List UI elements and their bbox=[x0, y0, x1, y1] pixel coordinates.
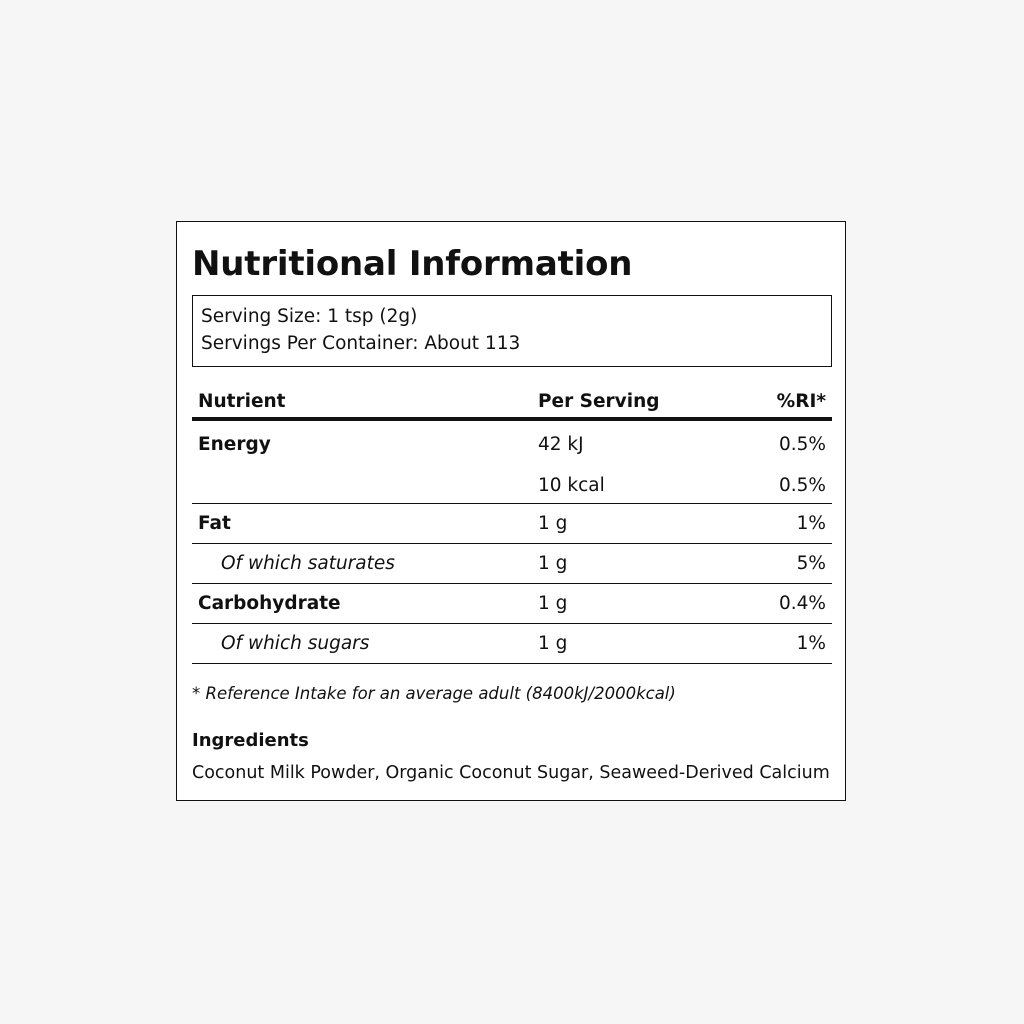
nutrient-name: Fat bbox=[192, 504, 532, 544]
table-header-row bbox=[192, 385, 832, 419]
table-row bbox=[192, 419, 832, 467]
serving-size: Serving Size: 1 tsp (2g) bbox=[201, 306, 418, 327]
table-row bbox=[192, 584, 832, 624]
table-row bbox=[192, 624, 832, 664]
table-row bbox=[192, 467, 832, 504]
per-serving-value: 1 g bbox=[532, 544, 724, 584]
ri-value: 0.5% bbox=[724, 467, 832, 504]
nutrient-name bbox=[192, 467, 532, 504]
per-serving-value: 1 g bbox=[532, 504, 724, 544]
header-nutrient: Nutrient bbox=[192, 385, 532, 419]
ri-value: 0.4% bbox=[724, 584, 832, 624]
nutrient-name: Of which sugars bbox=[192, 624, 532, 664]
nutrient-name: Carbohydrate bbox=[192, 584, 532, 624]
ri-value: 1% bbox=[724, 624, 832, 664]
nutrient-name: Of which saturates bbox=[192, 544, 532, 584]
header-per-serving: Per Serving bbox=[532, 385, 724, 419]
table-row bbox=[192, 504, 832, 544]
header-ri: %RI* bbox=[724, 385, 832, 419]
ingredients-heading: Ingredients bbox=[192, 730, 309, 751]
ri-value: 5% bbox=[724, 544, 832, 584]
label-title: Nutritional Information bbox=[192, 244, 633, 284]
ri-value: 0.5% bbox=[779, 433, 826, 455]
per-serving-value: 42 kJ bbox=[538, 433, 584, 455]
servings-per-container: Servings Per Container: About 113 bbox=[201, 333, 521, 354]
nutrition-label bbox=[176, 221, 846, 801]
ingredients-text: Coconut Milk Powder, Organic Coconut Sugar, Seaweed-Derived Calcium bbox=[192, 763, 830, 783]
ri-value: 1% bbox=[724, 504, 832, 544]
per-serving-value: 10 kcal bbox=[532, 467, 724, 504]
serving-info-box bbox=[192, 295, 832, 367]
per-serving-value: 1 g bbox=[532, 584, 724, 624]
per-serving-value: 1 g bbox=[532, 624, 724, 664]
reference-intake-footnote: * Reference Intake for an average adult (8400kJ/2000kcal) bbox=[192, 684, 676, 703]
nutrient-table bbox=[192, 385, 832, 664]
nutrient-name: Energy bbox=[198, 433, 271, 455]
table-row bbox=[192, 544, 832, 584]
